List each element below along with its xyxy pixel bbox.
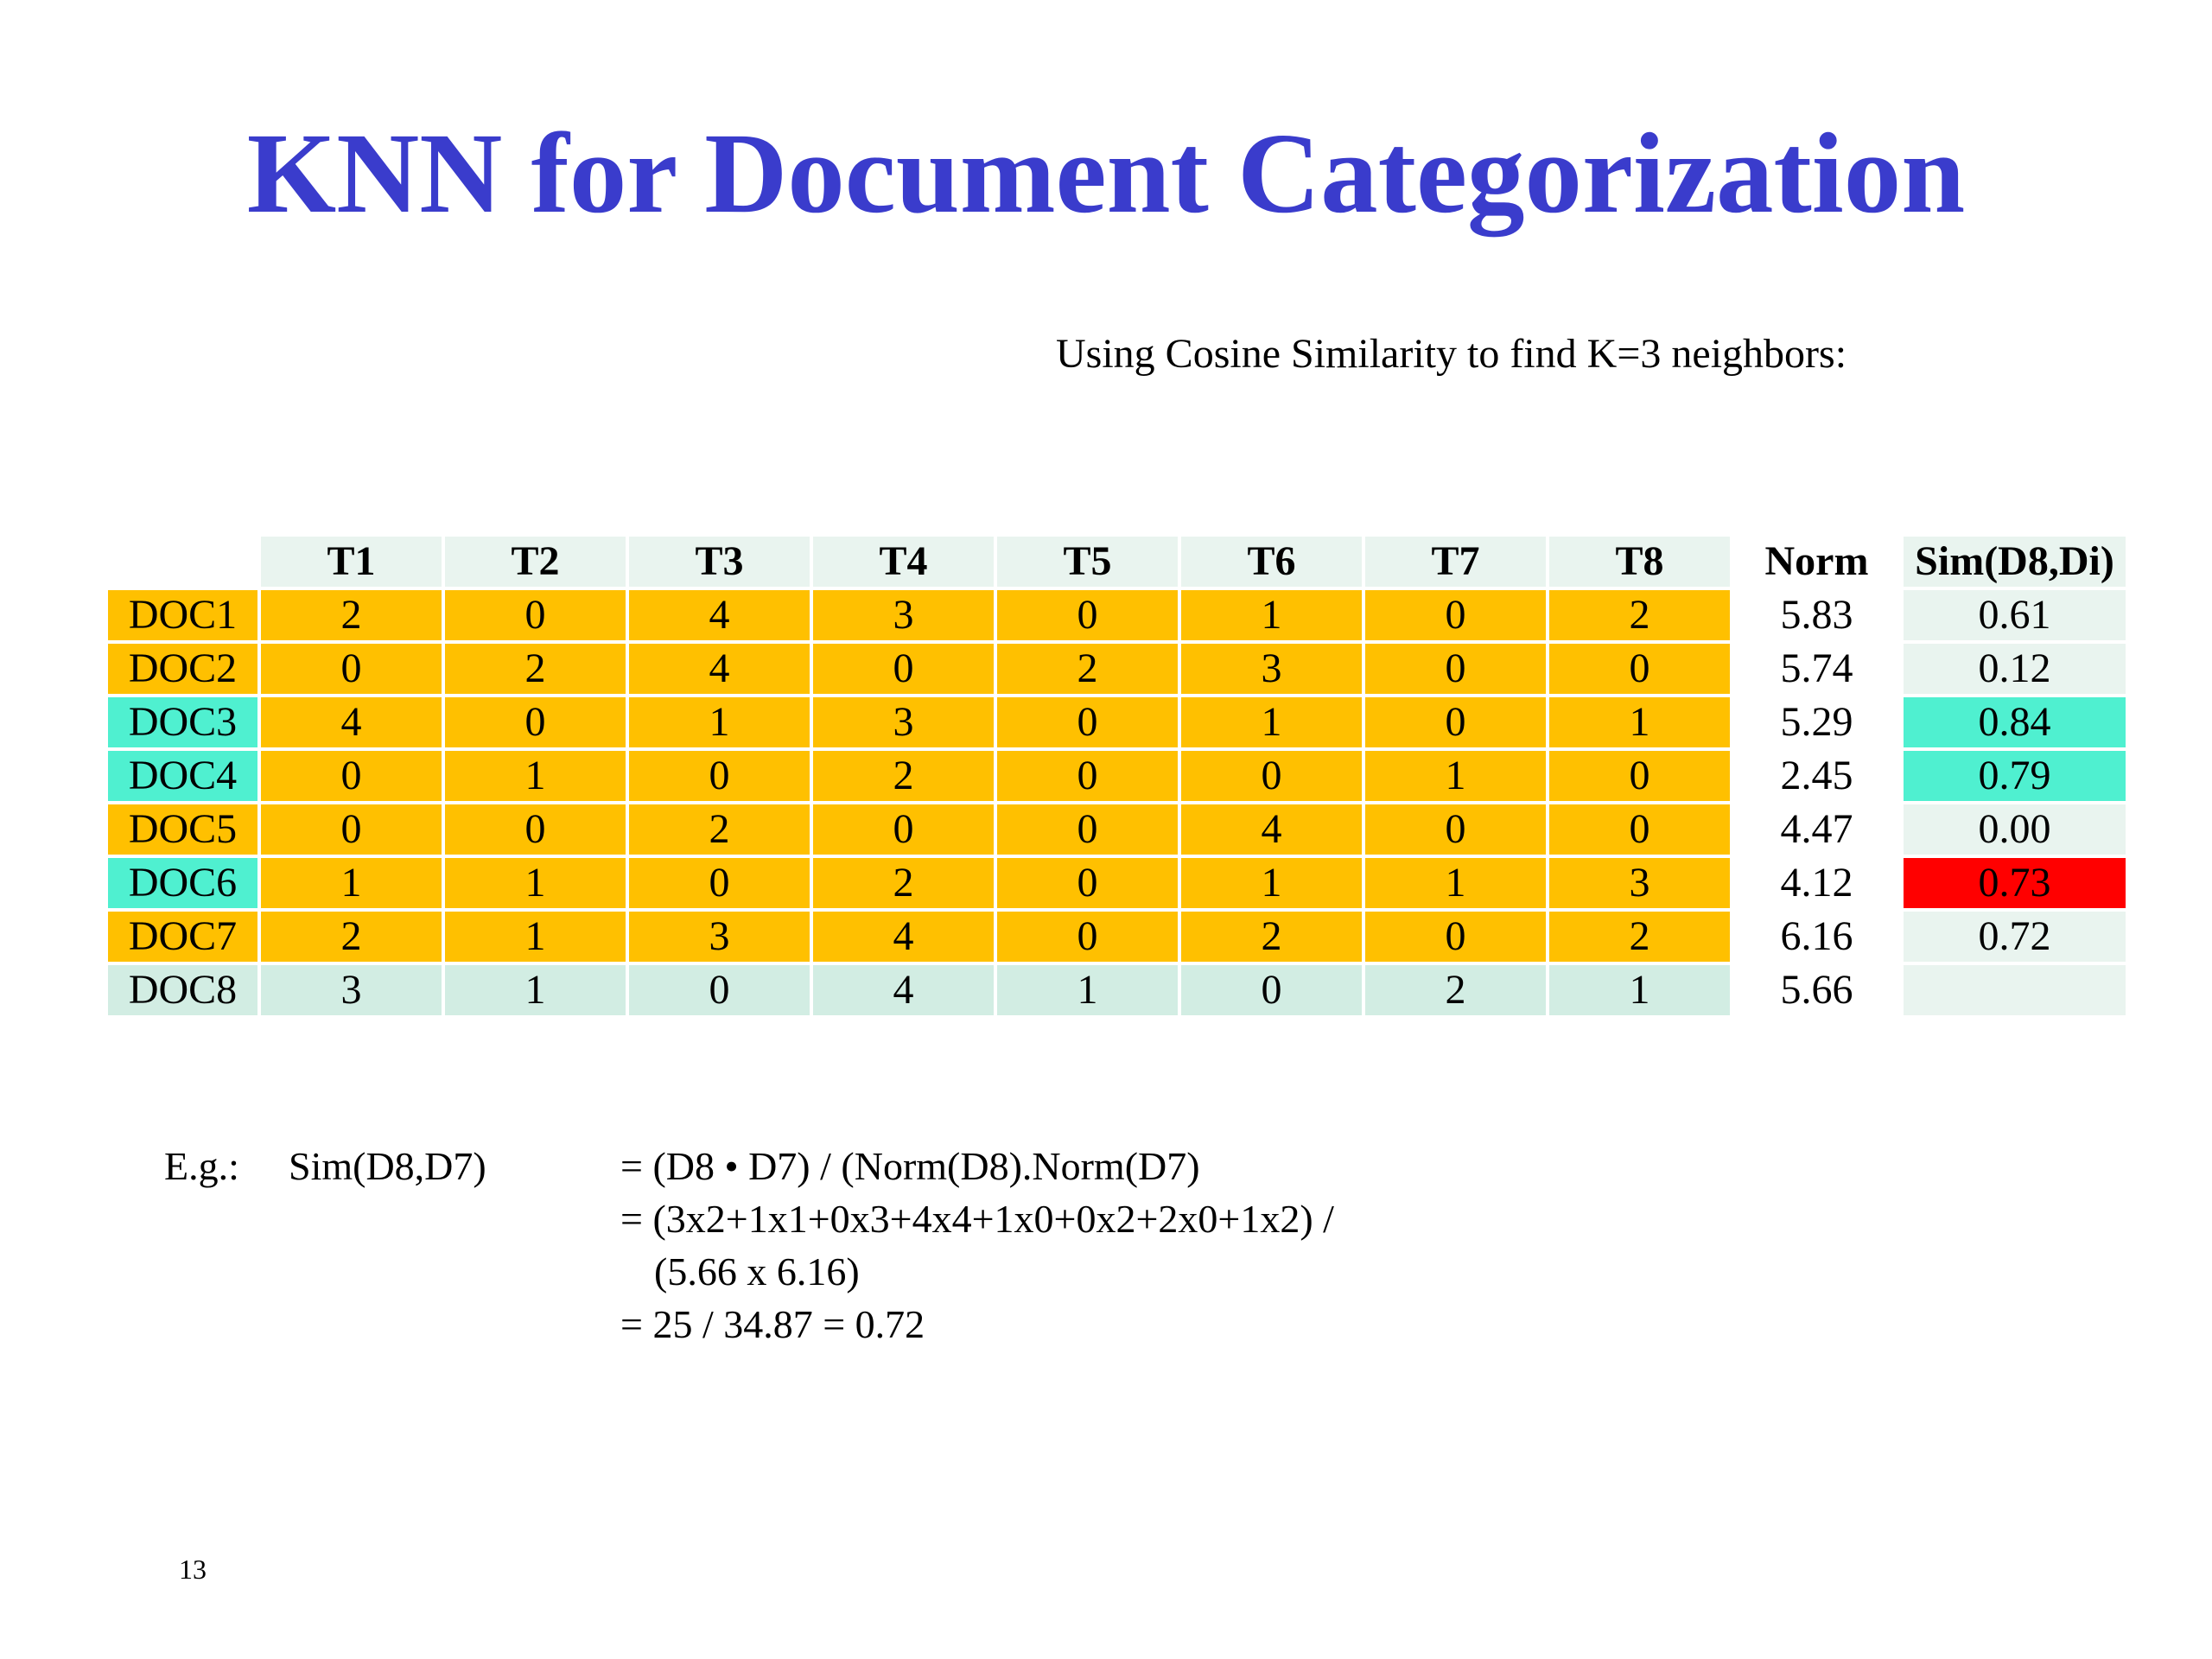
sim-value: 0.73 [1904, 858, 2126, 908]
table-row [108, 697, 2126, 747]
example-line-4: = 25 / 34.87 = 0.72 [620, 1302, 925, 1346]
term-value-t8: 3 [1549, 858, 1730, 908]
term-value-t6: 1 [1181, 858, 1362, 908]
term-value-t3: 0 [629, 965, 810, 1015]
slide-title: KNN for Document Categorization [246, 109, 1966, 237]
term-value-t2: 2 [445, 644, 626, 694]
term-value-t6: 2 [1181, 912, 1362, 962]
term-value-t6: 1 [1181, 697, 1362, 747]
doc-label: DOC7 [108, 912, 257, 962]
term-value-t2: 1 [445, 858, 626, 908]
term-value-t2: 0 [445, 804, 626, 855]
table-header-row [108, 537, 2126, 587]
similarity-table [105, 533, 2129, 1019]
header-t3: T3 [629, 537, 810, 587]
term-value-t7: 2 [1365, 965, 1546, 1015]
header-t4: T4 [813, 537, 994, 587]
example-expression: Sim(D8,D7) [289, 1144, 486, 1188]
term-value-t1: 1 [261, 858, 442, 908]
term-value-t8: 1 [1549, 697, 1730, 747]
term-value-t8: 1 [1549, 965, 1730, 1015]
term-value-t4: 3 [813, 590, 994, 640]
term-value-t7: 1 [1365, 751, 1546, 801]
term-value-t3: 2 [629, 804, 810, 855]
term-value-t1: 4 [261, 697, 442, 747]
example-line-1: = (D8 • D7) / (Norm(D8).Norm(D7) [620, 1144, 1200, 1188]
term-value-t5: 0 [997, 858, 1178, 908]
term-value-t1: 0 [261, 804, 442, 855]
term-value-t4: 3 [813, 697, 994, 747]
term-value-t5: 1 [997, 965, 1178, 1015]
term-value-t4: 2 [813, 751, 994, 801]
doc-label: DOC8 [108, 965, 257, 1015]
term-value-t3: 0 [629, 751, 810, 801]
norm-value: 5.66 [1733, 965, 1900, 1015]
term-value-t6: 1 [1181, 590, 1362, 640]
term-value-t2: 0 [445, 590, 626, 640]
term-value-t3: 3 [629, 912, 810, 962]
header-norm: Norm [1733, 537, 1900, 587]
term-value-t4: 0 [813, 644, 994, 694]
table-row [108, 590, 2126, 640]
table-body [108, 590, 2126, 1015]
sim-value [1904, 965, 2126, 1015]
example-line-2: = (3x2+1x1+0x3+4x4+1x0+0x2+2x0+1x2) / [620, 1197, 1334, 1241]
term-value-t7: 1 [1365, 858, 1546, 908]
term-value-t7: 0 [1365, 644, 1546, 694]
term-value-t8: 2 [1549, 590, 1730, 640]
term-value-t7: 0 [1365, 590, 1546, 640]
term-value-t4: 2 [813, 858, 994, 908]
sim-value: 0.72 [1904, 912, 2126, 962]
term-value-t5: 0 [997, 751, 1178, 801]
term-value-t8: 2 [1549, 912, 1730, 962]
sim-value: 0.84 [1904, 697, 2126, 747]
term-value-t5: 0 [997, 697, 1178, 747]
header-t6: T6 [1181, 537, 1362, 587]
header-t1: T1 [261, 537, 442, 587]
sim-value: 0.12 [1904, 644, 2126, 694]
term-value-t1: 2 [261, 590, 442, 640]
term-value-t4: 4 [813, 912, 994, 962]
doc-label: DOC3 [108, 697, 257, 747]
example-line-3: (5.66 x 6.16) [654, 1249, 860, 1294]
doc-label: DOC2 [108, 644, 257, 694]
norm-value: 4.47 [1733, 804, 1900, 855]
term-value-t2: 1 [445, 751, 626, 801]
norm-value: 6.16 [1733, 912, 1900, 962]
norm-value: 4.12 [1733, 858, 1900, 908]
sim-value: 0.00 [1904, 804, 2126, 855]
term-value-t1: 3 [261, 965, 442, 1015]
norm-value: 5.29 [1733, 697, 1900, 747]
term-value-t6: 0 [1181, 965, 1362, 1015]
term-value-t3: 4 [629, 644, 810, 694]
norm-value: 2.45 [1733, 751, 1900, 801]
header-t8: T8 [1549, 537, 1730, 587]
term-value-t4: 0 [813, 804, 994, 855]
sim-value: 0.61 [1904, 590, 2126, 640]
term-value-t7: 0 [1365, 697, 1546, 747]
doc-label: DOC5 [108, 804, 257, 855]
table-row [108, 858, 2126, 908]
doc-label: DOC1 [108, 590, 257, 640]
table-row [108, 804, 2126, 855]
term-value-t4: 4 [813, 965, 994, 1015]
term-value-t6: 4 [1181, 804, 1362, 855]
example-label: E.g.: [164, 1144, 239, 1188]
term-value-t6: 3 [1181, 644, 1362, 694]
term-value-t5: 2 [997, 644, 1178, 694]
term-value-t5: 0 [997, 804, 1178, 855]
doc-label: DOC4 [108, 751, 257, 801]
doc-label: DOC6 [108, 858, 257, 908]
table-row [108, 912, 2126, 962]
term-value-t1: 0 [261, 751, 442, 801]
term-value-t3: 4 [629, 590, 810, 640]
table-row [108, 644, 2126, 694]
term-value-t3: 1 [629, 697, 810, 747]
header-t7: T7 [1365, 537, 1546, 587]
term-value-t1: 2 [261, 912, 442, 962]
term-value-t5: 0 [997, 590, 1178, 640]
term-value-t2: 1 [445, 965, 626, 1015]
slide-subtitle: Using Cosine Similarity to find K=3 neighbors: [1056, 331, 1847, 377]
norm-value: 5.83 [1733, 590, 1900, 640]
term-value-t7: 0 [1365, 804, 1546, 855]
term-value-t3: 0 [629, 858, 810, 908]
table-row [108, 751, 2126, 801]
page-number: 13 [179, 1554, 207, 1585]
term-value-t7: 0 [1365, 912, 1546, 962]
term-value-t8: 0 [1549, 644, 1730, 694]
norm-value: 5.74 [1733, 644, 1900, 694]
header-sim: Sim(D8,Di) [1904, 537, 2126, 587]
header-t5: T5 [997, 537, 1178, 587]
term-value-t5: 0 [997, 912, 1178, 962]
sim-value: 0.79 [1904, 751, 2126, 801]
term-value-t2: 0 [445, 697, 626, 747]
term-value-t8: 0 [1549, 804, 1730, 855]
header-t2: T2 [445, 537, 626, 587]
term-value-t1: 0 [261, 644, 442, 694]
term-value-t6: 0 [1181, 751, 1362, 801]
term-value-t2: 1 [445, 912, 626, 962]
table-row [108, 965, 2126, 1015]
term-value-t8: 0 [1549, 751, 1730, 801]
header-corner [108, 537, 257, 587]
